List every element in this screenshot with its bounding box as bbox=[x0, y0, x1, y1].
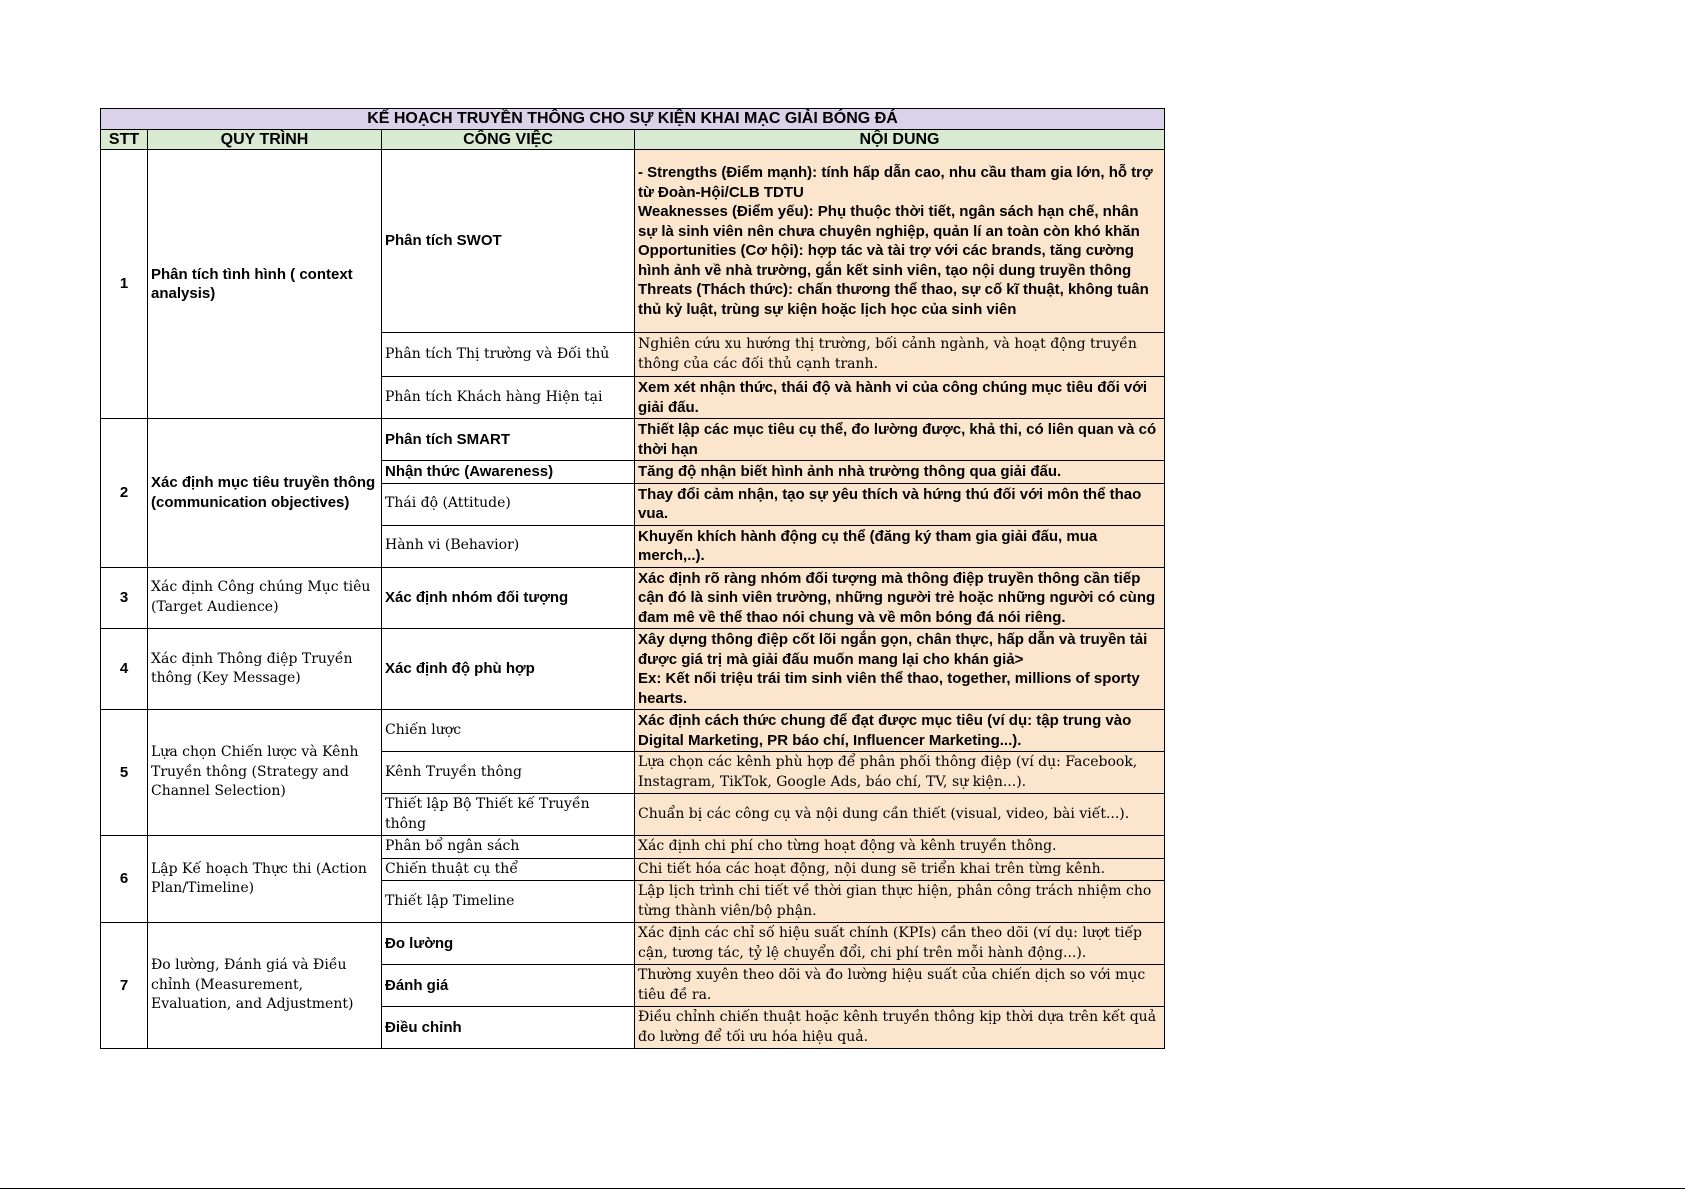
stt-cell: 3 bbox=[101, 567, 148, 629]
content-line: Xác định chi phí cho từng hoạt động và kênh truyền thông. bbox=[638, 838, 1057, 854]
task-cell: Thiết lập Timeline bbox=[382, 881, 635, 923]
content-line: Nghiên cứu xu hướng thị trường, bối cảnh ngành, và hoạt động truyền thông của các đối thủ cạnh tranh. bbox=[638, 336, 1137, 372]
table-row bbox=[101, 836, 1165, 859]
content-cell bbox=[635, 629, 1165, 710]
header-content: NỘI DUNG bbox=[635, 129, 1165, 150]
content-line: Xem xét nhận thức, thái độ và hành vi của công chúng mục tiêu đối với giải đấu. bbox=[638, 379, 1148, 416]
content-line: Tăng độ nhận biết hình ảnh nhà trường thông qua giải đấu. bbox=[638, 463, 1062, 480]
stt-cell: 5 bbox=[101, 710, 148, 836]
content-line: Xác định các chỉ số hiệu suất chính (KPIs) cần theo dõi (ví dụ: lượt tiếp cận, tương tác, tỷ lệ chuyển đổi, chi phí trên mỗi hành động...). bbox=[638, 925, 1143, 961]
table-row bbox=[101, 567, 1165, 629]
content-cell bbox=[635, 377, 1165, 419]
content-line: Xác định cách thức chung để đạt được mục tiêu (ví dụ: tập trung vào Digital Marketing, PR báo chí, Influencer Marketing...). bbox=[638, 712, 1132, 749]
content-line: Opportunities (Cơ hội): hợp tác và tài trợ với các brands, tăng cường hình ảnh về nhà trường, gắn kết sinh viên, tạo nội dung truyền thông bbox=[638, 242, 1134, 279]
table-row bbox=[101, 419, 1165, 461]
content-cell bbox=[635, 965, 1165, 1007]
stt-cell: 1 bbox=[101, 150, 148, 419]
task-cell: Hành vi (Behavior) bbox=[382, 525, 635, 567]
task-cell: Phân tích SWOT bbox=[382, 150, 635, 333]
task-cell: Phân tích SMART bbox=[382, 419, 635, 461]
content-line: Lựa chọn các kênh phù hợp để phân phối thông điệp (ví dụ: Facebook, Instagram, TikTok, Google Ads, báo chí, TV, sự kiện...). bbox=[638, 754, 1138, 790]
content-line: Chi tiết hóa các hoạt động, nội dung sẽ triển khai trên từng kênh. bbox=[638, 860, 1106, 877]
content-cell bbox=[635, 567, 1165, 629]
content-line: Thiết lập các mục tiêu cụ thể, đo lường được, khả thi, có liên quan và có thời hạn bbox=[638, 421, 1157, 458]
content-cell bbox=[635, 710, 1165, 752]
content-line: Xác định rõ ràng nhóm đối tượng mà thông điệp truyền thông cần tiếp cận đó là sinh viên trường, những người trẻ hoặc những người có cùng đam mê về thể thao nói chung và về môn bóng đá nói riêng. bbox=[638, 569, 1156, 626]
task-cell: Chiến lược bbox=[382, 710, 635, 752]
content-cell bbox=[635, 752, 1165, 794]
content-cell bbox=[635, 923, 1165, 965]
task-cell: Xác định nhóm đối tượng bbox=[382, 567, 635, 629]
header-task: CÔNG VIỆC bbox=[382, 129, 635, 150]
task-cell: Kênh Truyền thông bbox=[382, 752, 635, 794]
communication-plan-table bbox=[100, 108, 1165, 1049]
task-cell: Nhận thức (Awareness) bbox=[382, 461, 635, 484]
task-cell: Xác định độ phù hợp bbox=[382, 629, 635, 710]
process-cell: Xác định Thông điệp Truyền thông (Key Message) bbox=[148, 629, 382, 710]
process-cell: Phân tích tình hình ( context analysis) bbox=[148, 150, 382, 419]
process-cell: Xác định mục tiêu truyền thông (communication objectives) bbox=[148, 419, 382, 568]
task-cell: Thiết lập Bộ Thiết kế Truyền thông bbox=[382, 794, 635, 836]
page-bottom-rule bbox=[0, 1188, 1685, 1189]
header-process: QUY TRÌNH bbox=[148, 129, 382, 150]
stt-cell: 7 bbox=[101, 923, 148, 1049]
content-cell bbox=[635, 419, 1165, 461]
task-cell: Đo lường bbox=[382, 923, 635, 965]
task-cell: Chiến thuật cụ thể bbox=[382, 858, 635, 881]
stt-cell: 4 bbox=[101, 629, 148, 710]
content-cell bbox=[635, 858, 1165, 881]
process-cell: Đo lường, Đánh giá và Điều chỉnh (Measurement, Evaluation, and Adjustment) bbox=[148, 923, 382, 1049]
content-cell bbox=[635, 525, 1165, 567]
content-cell bbox=[635, 461, 1165, 484]
content-cell bbox=[635, 794, 1165, 836]
content-cell bbox=[635, 836, 1165, 859]
content-line: Ex: Kết nối triệu trái tim sinh viên thể thao, together, millions of sporty hearts. bbox=[638, 670, 1140, 707]
content-line: Chuẩn bị các công cụ và nội dung cần thiết (visual, video, bài viết...). bbox=[638, 805, 1130, 822]
content-cell bbox=[635, 1007, 1165, 1049]
task-cell: Phân tích Khách hàng Hiện tại bbox=[382, 377, 635, 419]
task-cell: Đánh giá bbox=[382, 965, 635, 1007]
content-cell bbox=[635, 483, 1165, 525]
task-cell: Thái độ (Attitude) bbox=[382, 483, 635, 525]
content-cell bbox=[635, 150, 1165, 333]
process-cell: Lập Kế hoạch Thực thi (Action Plan/Timeline) bbox=[148, 836, 382, 923]
process-cell: Lựa chọn Chiến lược và Kênh Truyền thông (Strategy and Channel Selection) bbox=[148, 710, 382, 836]
content-line: Weaknesses (Điểm yếu): Phụ thuộc thời tiết, ngân sách hạn chế, nhân sự là sinh viên nên chưa chuyên nghiệp, quản lí an toàn còn khó khăn bbox=[638, 203, 1140, 240]
content-line: Điều chỉnh chiến thuật hoặc kênh truyền thông kịp thời dựa trên kết quả đo lường để tối ưu hóa hiệu quả. bbox=[638, 1009, 1157, 1045]
content-cell bbox=[635, 333, 1165, 377]
content-line: Thay đổi cảm nhận, tạo sự yêu thích và hứng thú đối với môn thể thao vua. bbox=[638, 485, 1142, 522]
task-cell: Điều chỉnh bbox=[382, 1007, 635, 1049]
task-cell: Phân bổ ngân sách bbox=[382, 836, 635, 859]
process-cell: Xác định Công chúng Mục tiêu (Target Audience) bbox=[148, 567, 382, 629]
task-cell: Phân tích Thị trường và Đối thủ bbox=[382, 333, 635, 377]
content-line: Lập lịch trình chi tiết về thời gian thực hiện, phân công trách nhiệm cho từng thành viên/bộ phận. bbox=[638, 883, 1152, 919]
header-stt: STT bbox=[101, 129, 148, 150]
stt-cell: 2 bbox=[101, 419, 148, 568]
content-line: Threats (Thách thức): chấn thương thể thao, sự cố kĩ thuật, không tuân thủ kỷ luật, trùng sự kiện hoặc lịch học của sinh viên bbox=[638, 281, 1149, 318]
content-line: Thường xuyên theo dõi và đo lường hiệu suất của chiến dịch so với mục tiêu đề ra. bbox=[638, 967, 1146, 1003]
stt-cell: 6 bbox=[101, 836, 148, 923]
table-row bbox=[101, 629, 1165, 710]
content-line: Khuyến khích hành động cụ thể (đăng ký tham gia giải đấu, mua merch,..). bbox=[638, 527, 1098, 564]
table-row bbox=[101, 923, 1165, 965]
content-line: Xây dựng thông điệp cốt lõi ngắn gọn, chân thực, hấp dẫn và truyền tải được giá trị mà giải đấu muốn mang lại cho khán giả> bbox=[638, 631, 1148, 668]
table-title: KẾ HOẠCH TRUYỀN THÔNG CHO SỰ KIỆN KHAI MẠC GIẢI BÓNG ĐÁ bbox=[101, 109, 1165, 130]
content-cell bbox=[635, 881, 1165, 923]
table-row bbox=[101, 710, 1165, 752]
table-row bbox=[101, 150, 1165, 333]
content-line: - Strengths (Điểm mạnh): tính hấp dẫn cao, nhu cầu tham gia lớn, hỗ trợ từ Đoàn-Hội/CLB TDTU bbox=[638, 164, 1153, 201]
